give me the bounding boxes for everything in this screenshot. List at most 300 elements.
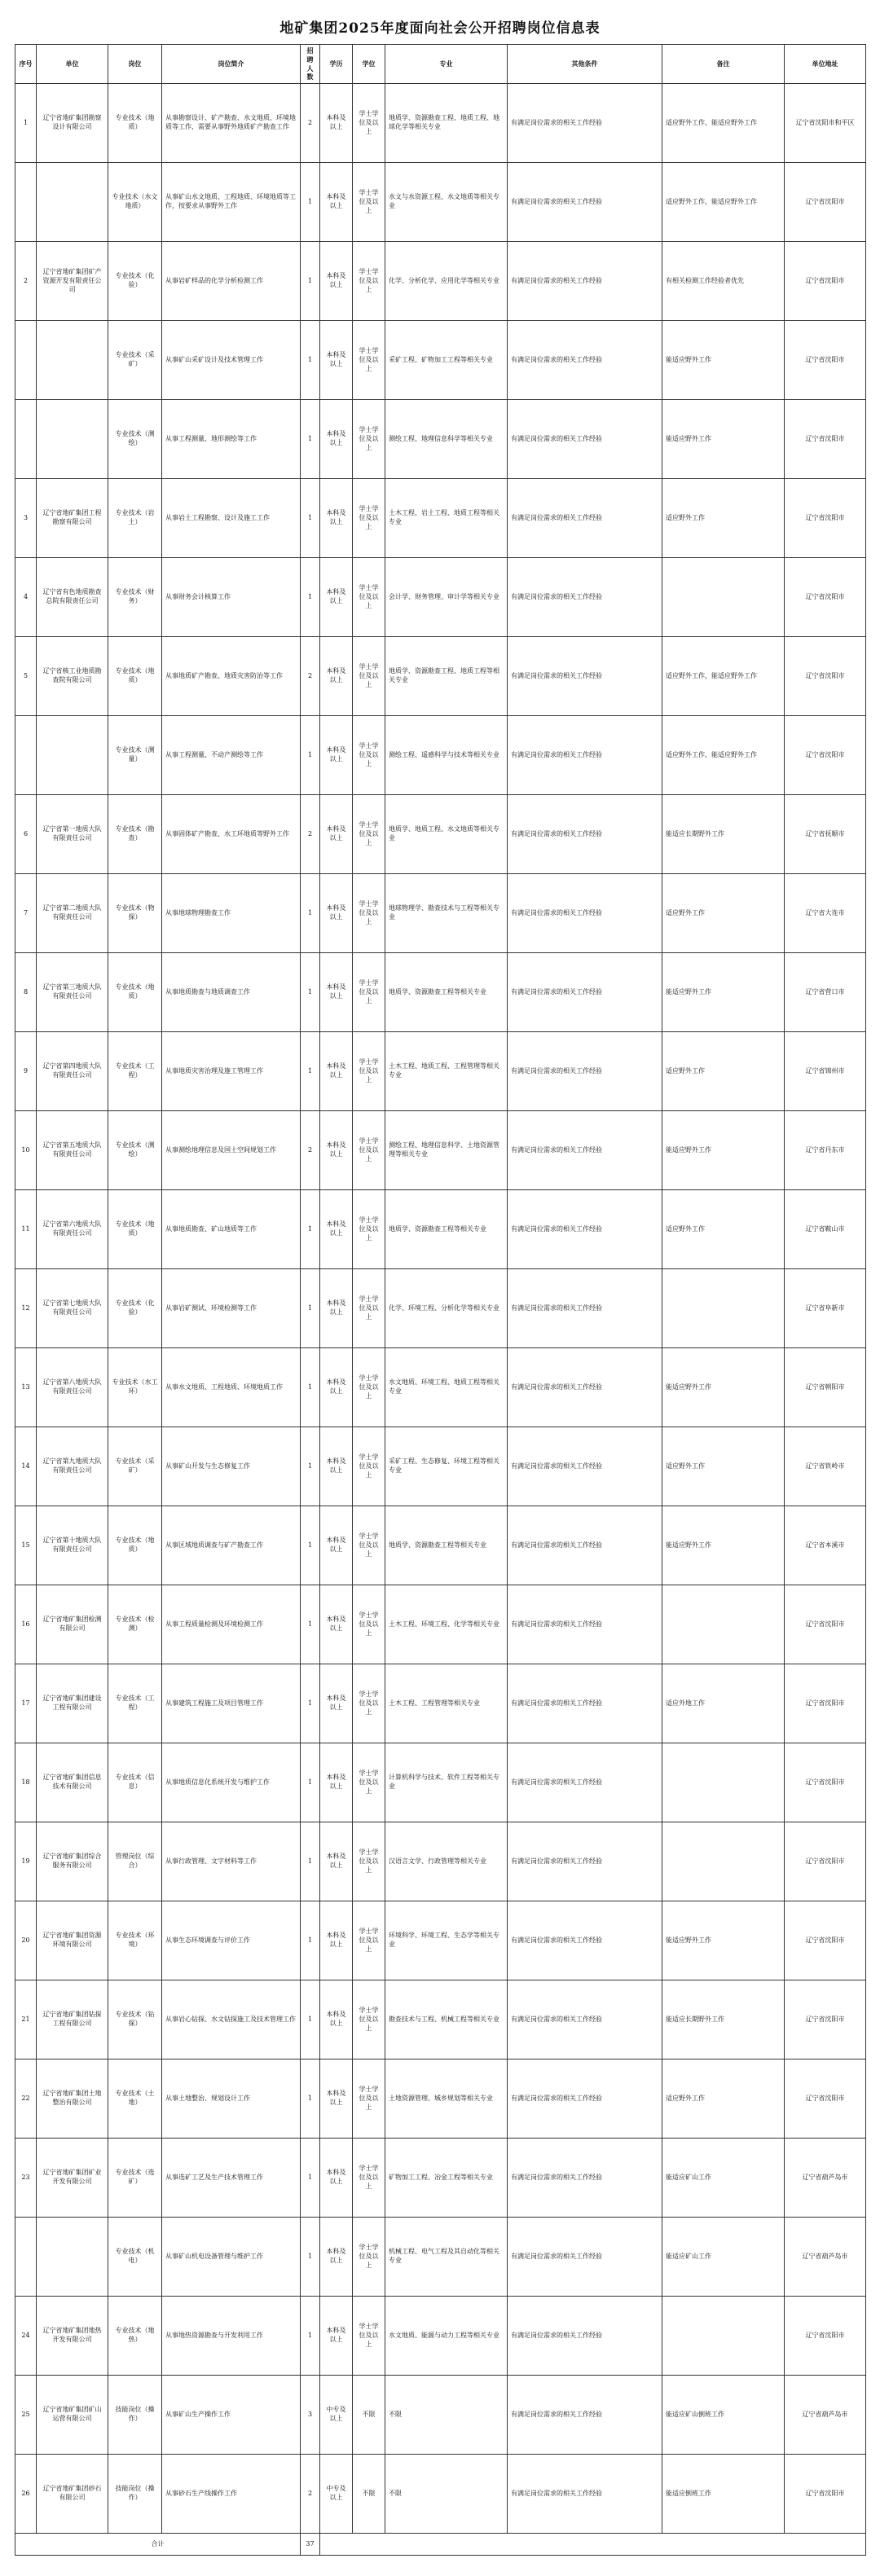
cell-num: 1	[301, 2218, 320, 2297]
cell-edu: 本科及以上	[320, 1348, 353, 1427]
table-row	[15, 874, 866, 953]
cell-other: 有满足岗位需求的相关工作经验	[508, 874, 662, 953]
cell-edu: 中专及以上	[320, 2455, 353, 2534]
cell-post: 专业技术（采矿）	[108, 321, 162, 400]
cell-unit: 辽宁省核工业地质勘查院有限公司	[37, 637, 108, 716]
table-row	[15, 1111, 866, 1190]
cell-deg: 学士学位及以上	[353, 1190, 385, 1269]
cell-unit: 辽宁省地矿集团资源环境有限公司	[37, 1901, 108, 1980]
cell-unit: 辽宁省第九地质大队有限责任公司	[37, 1427, 108, 1506]
cell-addr: 辽宁省抚顺市	[785, 795, 866, 874]
table-row	[15, 163, 866, 242]
cell-major: 机械工程、电气工程及其自动化等相关专业	[385, 2218, 508, 2297]
column-header: 学历	[320, 45, 353, 84]
cell-desc: 从事地质勘查、矿山地质等工作	[162, 1190, 301, 1269]
cell-addr: 辽宁省大连市	[785, 874, 866, 953]
table-row	[15, 1822, 866, 1901]
cell-seq: 16	[15, 1585, 37, 1664]
cell-deg: 学士学位及以上	[353, 1822, 385, 1901]
cell-edu: 本科及以上	[320, 1111, 353, 1190]
cell-addr: 辽宁省沈阳市	[785, 1901, 866, 1980]
cell-num: 1	[301, 163, 320, 242]
table-row	[15, 1427, 866, 1506]
total-empty	[320, 2534, 866, 2556]
column-header: 单位	[37, 45, 108, 84]
cell-seq: 18	[15, 1743, 37, 1822]
cell-seq	[15, 2218, 37, 2297]
cell-edu: 本科及以上	[320, 321, 353, 400]
cell-post: 专业技术（工程）	[108, 1032, 162, 1111]
cell-unit	[37, 400, 108, 479]
cell-other: 有满足岗位需求的相关工作经验	[508, 1269, 662, 1348]
cell-deg: 学士学位及以上	[353, 1506, 385, 1585]
cell-addr: 辽宁省沈阳市	[785, 163, 866, 242]
cell-unit: 辽宁省地矿集团钻探工程有限公司	[37, 1980, 108, 2059]
cell-num: 1	[301, 1585, 320, 1664]
cell-seq: 21	[15, 1980, 37, 2059]
cell-seq	[15, 400, 37, 479]
table-row	[15, 1348, 866, 1427]
cell-edu: 本科及以上	[320, 1664, 353, 1743]
cell-desc: 从事矿山水文地质、工程地质、环境地质等工作，按要求从事野外工作	[162, 163, 301, 242]
column-header: 其他条件	[508, 45, 662, 84]
cell-note: 能适应野外工作	[662, 1901, 785, 1980]
cell-note	[662, 558, 785, 637]
cell-addr: 辽宁省葫芦岛市	[785, 2139, 866, 2218]
column-header: 招聘人数	[301, 45, 320, 84]
cell-note	[662, 2297, 785, 2376]
cell-edu: 本科及以上	[320, 1032, 353, 1111]
cell-major: 地质学、地质工程、水文地质等相关专业	[385, 795, 508, 874]
cell-note	[662, 1269, 785, 1348]
table-row	[15, 321, 866, 400]
cell-edu: 本科及以上	[320, 84, 353, 163]
cell-desc: 从事岩矿样品的化学分析检测工作	[162, 242, 301, 321]
cell-seq: 22	[15, 2059, 37, 2139]
cell-other: 有满足岗位需求的相关工作经验	[508, 558, 662, 637]
cell-other: 有满足岗位需求的相关工作经验	[508, 953, 662, 1032]
cell-desc: 从事地质勘查与地质调查工作	[162, 953, 301, 1032]
cell-deg: 学士学位及以上	[353, 558, 385, 637]
cell-addr: 辽宁省沈阳市	[785, 558, 866, 637]
cell-desc: 从事固体矿产勘查、水工环地质等野外工作	[162, 795, 301, 874]
cell-seq	[15, 163, 37, 242]
cell-note	[662, 1743, 785, 1822]
cell-post: 专业技术（环境）	[108, 1901, 162, 1980]
cell-edu: 本科及以上	[320, 1506, 353, 1585]
cell-addr: 辽宁省沈阳市	[785, 637, 866, 716]
cell-seq: 12	[15, 1269, 37, 1348]
cell-other: 有满足岗位需求的相关工作经验	[508, 1111, 662, 1190]
cell-deg: 学士学位及以上	[353, 1269, 385, 1348]
cell-desc: 从事地质矿产勘查、地质灾害防治等工作	[162, 637, 301, 716]
cell-addr: 辽宁省本溪市	[785, 1506, 866, 1585]
cell-seq: 1	[15, 84, 37, 163]
cell-other: 有满足岗位需求的相关工作经验	[508, 1348, 662, 1427]
cell-other: 有满足岗位需求的相关工作经验	[508, 1585, 662, 1664]
table-row	[15, 716, 866, 795]
cell-seq: 19	[15, 1822, 37, 1901]
cell-major: 测绘工程、遥感科学与技术等相关专业	[385, 716, 508, 795]
cell-addr: 辽宁省营口市	[785, 953, 866, 1032]
cell-other: 有满足岗位需求的相关工作经验	[508, 84, 662, 163]
cell-post: 专业技术（测绘）	[108, 1111, 162, 1190]
total-row	[15, 2534, 866, 2556]
cell-num: 1	[301, 558, 320, 637]
cell-post: 专业技术（工程）	[108, 1664, 162, 1743]
cell-seq: 24	[15, 2297, 37, 2376]
table-row	[15, 1980, 866, 2059]
cell-num: 2	[301, 2455, 320, 2534]
cell-deg: 学士学位及以上	[353, 1585, 385, 1664]
cell-unit: 辽宁省地矿集团矿产资源开发有限责任公司	[37, 242, 108, 321]
cell-other: 有满足岗位需求的相关工作经验	[508, 321, 662, 400]
cell-num: 1	[301, 1506, 320, 1585]
cell-desc: 从事岩心钻探、水文钻探施工及技术管理工作	[162, 1980, 301, 2059]
cell-seq: 8	[15, 953, 37, 1032]
cell-num: 1	[301, 1664, 320, 1743]
cell-num: 1	[301, 716, 320, 795]
table-row	[15, 84, 866, 163]
cell-post: 专业技术（检测）	[108, 1585, 162, 1664]
cell-num: 1	[301, 874, 320, 953]
cell-deg: 学士学位及以上	[353, 1427, 385, 1506]
cell-desc: 从事矿山机电设备管理与维护工作	[162, 2218, 301, 2297]
cell-seq: 7	[15, 874, 37, 953]
cell-unit: 辽宁省第一地质大队有限责任公司	[37, 795, 108, 874]
cell-major: 勘查技术与工程、机械工程等相关专业	[385, 1980, 508, 2059]
cell-other: 有满足岗位需求的相关工作经验	[508, 716, 662, 795]
cell-post: 专业技术（化验）	[108, 242, 162, 321]
table-row	[15, 1743, 866, 1822]
cell-unit	[37, 2218, 108, 2297]
cell-seq: 15	[15, 1506, 37, 1585]
cell-seq	[15, 321, 37, 400]
cell-deg: 学士学位及以上	[353, 2218, 385, 2297]
cell-addr: 辽宁省沈阳市	[785, 479, 866, 558]
cell-addr: 辽宁省沈阳市和平区	[785, 84, 866, 163]
cell-deg: 学士学位及以上	[353, 1743, 385, 1822]
column-header: 学位	[353, 45, 385, 84]
cell-addr: 辽宁省丹东市	[785, 1111, 866, 1190]
cell-deg: 学士学位及以上	[353, 2059, 385, 2139]
cell-addr: 辽宁省沈阳市	[785, 242, 866, 321]
cell-deg: 学士学位及以上	[353, 400, 385, 479]
cell-unit: 辽宁省地矿集团工程勘察有限公司	[37, 479, 108, 558]
cell-edu: 本科及以上	[320, 2218, 353, 2297]
cell-post: 专业技术（机电）	[108, 2218, 162, 2297]
cell-desc: 从事行政管理、文字材料等工作	[162, 1822, 301, 1901]
cell-seq: 10	[15, 1111, 37, 1190]
cell-deg: 学士学位及以上	[353, 874, 385, 953]
cell-unit: 辽宁省第七地质大队有限责任公司	[37, 1269, 108, 1348]
cell-note: 适应野外工作	[662, 2059, 785, 2139]
table-row	[15, 1901, 866, 1980]
cell-note: 适应野外工作，能适应野外工作	[662, 84, 785, 163]
cell-major: 测绘工程、地理信息科学等相关专业	[385, 400, 508, 479]
cell-note: 有相关检测工作经验者优先	[662, 242, 785, 321]
table-row	[15, 953, 866, 1032]
cell-note: 能适应长期野外工作	[662, 795, 785, 874]
cell-major: 测绘工程、地理信息科学、土地资源管理等相关专业	[385, 1111, 508, 1190]
cell-desc: 从事测绘地理信息及国土空间规划工作	[162, 1111, 301, 1190]
cell-major: 水文与水资源工程、水文地质等相关专业	[385, 163, 508, 242]
cell-post: 技能岗位（操作）	[108, 2376, 162, 2455]
cell-num: 1	[301, 953, 320, 1032]
cell-unit: 辽宁省地矿集团建设工程有限公司	[37, 1664, 108, 1743]
cell-edu: 本科及以上	[320, 400, 353, 479]
cell-desc: 从事勘察设计、矿产勘查、水文地质、环境地质等工作，需要从事野外地质矿产勘查工作	[162, 84, 301, 163]
cell-edu: 本科及以上	[320, 242, 353, 321]
column-header: 序号	[15, 45, 37, 84]
cell-edu: 中专及以上	[320, 2376, 353, 2455]
total-label: 合计	[15, 2534, 301, 2556]
cell-major: 不限	[385, 2376, 508, 2455]
cell-unit: 辽宁省第三地质大队有限责任公司	[37, 953, 108, 1032]
cell-other: 有满足岗位需求的相关工作经验	[508, 2297, 662, 2376]
cell-num: 1	[301, 1269, 320, 1348]
cell-note: 能适应野外工作	[662, 1111, 785, 1190]
cell-desc: 从事生态环境调查与评价工作	[162, 1901, 301, 1980]
cell-addr: 辽宁省葫芦岛市	[785, 2218, 866, 2297]
cell-num: 1	[301, 1032, 320, 1111]
cell-addr: 辽宁省沈阳市	[785, 1822, 866, 1901]
cell-post: 专业技术（测量）	[108, 716, 162, 795]
cell-post: 技能岗位（操作）	[108, 2455, 162, 2534]
cell-desc: 从事岩矿测试、环境检测等工作	[162, 1269, 301, 1348]
cell-num: 1	[301, 2139, 320, 2218]
cell-seq: 9	[15, 1032, 37, 1111]
cell-desc: 从事矿山开发与生态修复工作	[162, 1427, 301, 1506]
cell-deg: 学士学位及以上	[353, 1901, 385, 1980]
cell-addr: 辽宁省沈阳市	[785, 2059, 866, 2139]
cell-other: 有满足岗位需求的相关工作经验	[508, 1506, 662, 1585]
table-row	[15, 1506, 866, 1585]
cell-other: 有满足岗位需求的相关工作经验	[508, 1664, 662, 1743]
cell-unit: 辽宁省地矿集团土地整治有限公司	[37, 2059, 108, 2139]
cell-num: 2	[301, 795, 320, 874]
table-row	[15, 558, 866, 637]
cell-desc: 从事地质信息化系统开发与维护工作	[162, 1743, 301, 1822]
cell-major: 土木工程、岩土工程、地质工程等相关专业	[385, 479, 508, 558]
cell-num: 2	[301, 637, 320, 716]
cell-unit: 辽宁省地矿集团检测有限公司	[37, 1585, 108, 1664]
cell-major: 环境科学、环境工程、生态学等相关专业	[385, 1901, 508, 1980]
cell-seq: 13	[15, 1348, 37, 1427]
cell-edu: 本科及以上	[320, 163, 353, 242]
cell-num: 1	[301, 1901, 320, 1980]
cell-edu: 本科及以上	[320, 2059, 353, 2139]
cell-note: 能适应矿山工作	[662, 2139, 785, 2218]
cell-other: 有满足岗位需求的相关工作经验	[508, 795, 662, 874]
cell-note: 能适应长期野外工作	[662, 1980, 785, 2059]
cell-edu: 本科及以上	[320, 953, 353, 1032]
cell-note: 适应野外工作	[662, 874, 785, 953]
cell-num: 1	[301, 2059, 320, 2139]
cell-major: 土木工程、地质工程、工程管理等相关专业	[385, 1032, 508, 1111]
cell-seq: 17	[15, 1664, 37, 1743]
cell-num: 1	[301, 1822, 320, 1901]
table-row	[15, 2376, 866, 2455]
cell-other: 有满足岗位需求的相关工作经验	[508, 400, 662, 479]
cell-post: 专业技术（地质）	[108, 953, 162, 1032]
cell-edu: 本科及以上	[320, 874, 353, 953]
cell-seq: 5	[15, 637, 37, 716]
cell-note: 适应野外工作，能适应野外工作	[662, 163, 785, 242]
cell-deg: 不限	[353, 2376, 385, 2455]
table-row	[15, 637, 866, 716]
cell-num: 1	[301, 2297, 320, 2376]
cell-major: 化学、分析化学、应用化学等相关专业	[385, 242, 508, 321]
cell-desc: 从事水文地质、工程地质、环境地质工作	[162, 1348, 301, 1427]
table-row	[15, 795, 866, 874]
cell-unit	[37, 321, 108, 400]
cell-deg: 学士学位及以上	[353, 321, 385, 400]
cell-edu: 本科及以上	[320, 1901, 353, 1980]
cell-unit: 辽宁省第八地质大队有限责任公司	[37, 1348, 108, 1427]
table-body	[15, 84, 866, 2556]
cell-desc: 从事财务会计核算工作	[162, 558, 301, 637]
cell-desc: 从事地热资源勘查与开发利用工作	[162, 2297, 301, 2376]
cell-num: 1	[301, 1427, 320, 1506]
cell-deg: 学士学位及以上	[353, 1348, 385, 1427]
cell-note: 适应野外工作，能适应野外工作	[662, 716, 785, 795]
cell-desc: 从事地质灾害治理及施工管理工作	[162, 1032, 301, 1111]
cell-seq	[15, 716, 37, 795]
cell-addr: 辽宁省葫芦岛市	[785, 2376, 866, 2455]
cell-num: 1	[301, 1980, 320, 2059]
cell-note	[662, 1585, 785, 1664]
cell-note: 适应野外工作，能适应野外工作	[662, 637, 785, 716]
cell-num: 1	[301, 479, 320, 558]
cell-note: 适应野外工作	[662, 1032, 785, 1111]
cell-desc: 从事砂石生产线操作工作	[162, 2455, 301, 2534]
cell-post: 专业技术（水文地质）	[108, 163, 162, 242]
cell-edu: 本科及以上	[320, 716, 353, 795]
cell-note: 能适应倒班工作	[662, 2455, 785, 2534]
table-row	[15, 479, 866, 558]
cell-deg: 学士学位及以上	[353, 716, 385, 795]
cell-deg: 学士学位及以上	[353, 479, 385, 558]
table-row	[15, 1269, 866, 1348]
cell-major: 汉语言文学、行政管理等相关专业	[385, 1822, 508, 1901]
cell-note: 能适应矿山倒班工作	[662, 2376, 785, 2455]
cell-major: 采矿工程、矿物加工工程等相关专业	[385, 321, 508, 400]
cell-other: 有满足岗位需求的相关工作经验	[508, 163, 662, 242]
cell-addr: 辽宁省锦州市	[785, 1032, 866, 1111]
cell-seq: 20	[15, 1901, 37, 1980]
cell-post: 管理岗位（综合）	[108, 1822, 162, 1901]
table-row	[15, 242, 866, 321]
cell-post: 专业技术（地质）	[108, 84, 162, 163]
cell-deg: 不限	[353, 2455, 385, 2534]
cell-edu: 本科及以上	[320, 795, 353, 874]
cell-addr: 辽宁省沈阳市	[785, 2297, 866, 2376]
column-header: 单位地址	[785, 45, 866, 84]
cell-unit: 辽宁省地矿集团信息技术有限公司	[37, 1743, 108, 1822]
table-row	[15, 2139, 866, 2218]
cell-major: 矿物加工工程、冶金工程等相关专业	[385, 2139, 508, 2218]
cell-unit: 辽宁省有色地质勘查总院有限责任公司	[37, 558, 108, 637]
cell-seq: 25	[15, 2376, 37, 2455]
cell-other: 有满足岗位需求的相关工作经验	[508, 1822, 662, 1901]
table-row	[15, 1664, 866, 1743]
cell-num: 1	[301, 321, 320, 400]
cell-edu: 本科及以上	[320, 1980, 353, 2059]
cell-seq: 23	[15, 2139, 37, 2218]
cell-other: 有满足岗位需求的相关工作经验	[508, 1032, 662, 1111]
column-header: 岗位	[108, 45, 162, 84]
cell-desc: 从事矿山采矿设计及技术管理工作	[162, 321, 301, 400]
cell-post: 专业技术（地质）	[108, 1190, 162, 1269]
cell-major: 地球物理学、勘查技术与工程等相关专业	[385, 874, 508, 953]
cell-unit	[37, 716, 108, 795]
cell-note: 能适应矿山工作	[662, 2218, 785, 2297]
cell-major: 地质学、资源勘查工程、地质工程等相关专业	[385, 637, 508, 716]
cell-desc: 从事工程测量、地形测绘等工作	[162, 400, 301, 479]
cell-edu: 本科及以上	[320, 637, 353, 716]
cell-deg: 学士学位及以上	[353, 637, 385, 716]
cell-edu: 本科及以上	[320, 2139, 353, 2218]
cell-other: 有满足岗位需求的相关工作经验	[508, 1427, 662, 1506]
cell-addr: 辽宁省铁岭市	[785, 1427, 866, 1506]
page-title: 地矿集团2025年度面向社会公开招聘岗位信息表	[279, 20, 601, 37]
cell-other: 有满足岗位需求的相关工作经验	[508, 2455, 662, 2534]
cell-addr: 辽宁省沈阳市	[785, 321, 866, 400]
cell-major: 水文地质、能源与动力工程等相关专业	[385, 2297, 508, 2376]
cell-unit: 辽宁省第五地质大队有限责任公司	[37, 1111, 108, 1190]
cell-unit: 辽宁省地矿集团地热开发有限公司	[37, 2297, 108, 2376]
cell-seq: 6	[15, 795, 37, 874]
cell-unit: 辽宁省第十地质大队有限责任公司	[37, 1506, 108, 1585]
recruitment-table	[15, 44, 866, 2556]
cell-addr: 辽宁省沈阳市	[785, 1980, 866, 2059]
cell-deg: 学士学位及以上	[353, 163, 385, 242]
cell-major: 会计学、财务管理、审计学等相关专业	[385, 558, 508, 637]
column-header: 岗位简介	[162, 45, 301, 84]
cell-other: 有满足岗位需求的相关工作经验	[508, 1743, 662, 1822]
cell-edu: 本科及以上	[320, 1269, 353, 1348]
cell-edu: 本科及以上	[320, 1190, 353, 1269]
cell-note: 适应野外工作	[662, 1190, 785, 1269]
cell-major: 化学、环境工程、分析化学等相关专业	[385, 1269, 508, 1348]
cell-num: 3	[301, 2376, 320, 2455]
cell-deg: 学士学位及以上	[353, 1111, 385, 1190]
cell-major: 地质学、资源勘查工程等相关专业	[385, 1190, 508, 1269]
cell-major: 采矿工程、生态修复、环境工程等相关专业	[385, 1427, 508, 1506]
cell-unit: 辽宁省第二地质大队有限责任公司	[37, 874, 108, 953]
cell-unit: 辽宁省地矿集团砂石有限公司	[37, 2455, 108, 2534]
cell-unit	[37, 163, 108, 242]
cell-addr: 辽宁省鞍山市	[785, 1190, 866, 1269]
cell-other: 有满足岗位需求的相关工作经验	[508, 2059, 662, 2139]
cell-addr: 辽宁省朝阳市	[785, 1348, 866, 1427]
cell-seq: 3	[15, 479, 37, 558]
cell-addr: 辽宁省沈阳市	[785, 2455, 866, 2534]
table-row	[15, 400, 866, 479]
cell-other: 有满足岗位需求的相关工作经验	[508, 1980, 662, 2059]
cell-num: 2	[301, 1111, 320, 1190]
cell-other: 有满足岗位需求的相关工作经验	[508, 1190, 662, 1269]
cell-edu: 本科及以上	[320, 1743, 353, 1822]
cell-post: 专业技术（物探）	[108, 874, 162, 953]
cell-addr: 辽宁省沈阳市	[785, 1664, 866, 1743]
cell-post: 专业技术（财务）	[108, 558, 162, 637]
cell-major: 地质学、资源勘查工程等相关专业	[385, 1506, 508, 1585]
cell-desc: 从事工程测量、不动产测绘等工作	[162, 716, 301, 795]
table-row	[15, 1190, 866, 1269]
table-row	[15, 2455, 866, 2534]
